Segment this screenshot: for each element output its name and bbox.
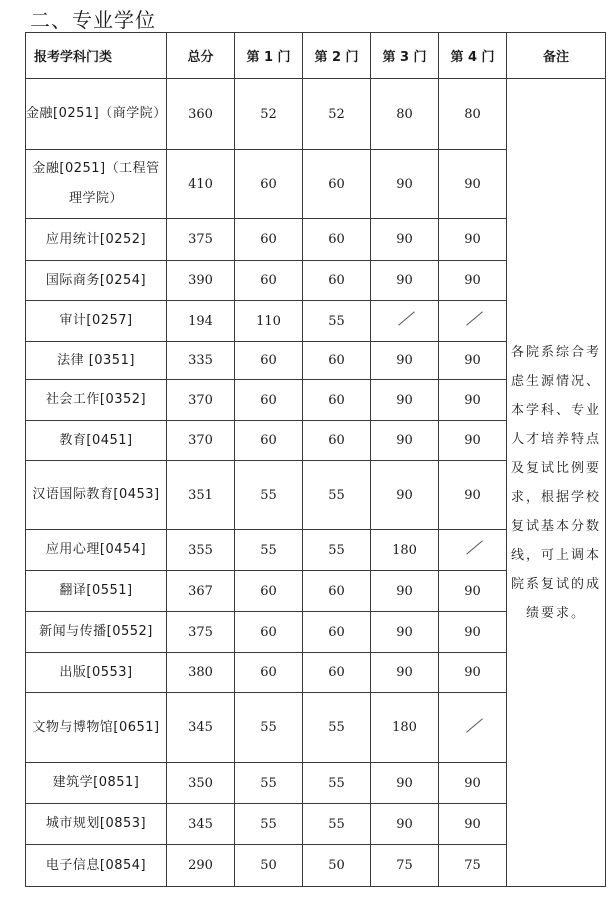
subject-score-cell: 90 [371, 421, 439, 461]
subject-cell: 国际商务[0254] [26, 261, 167, 301]
subject-score-cell: 55 [303, 763, 371, 804]
subject-score-cell: 60 [235, 612, 303, 653]
subject-score-cell: 90 [439, 261, 507, 301]
subject-score-cell: 180 [371, 530, 439, 571]
header-subject-4: 第 4 门 [439, 33, 507, 79]
total-score-cell: 345 [167, 804, 235, 845]
header-note: 备注 [507, 33, 606, 79]
subject-score-cell: 90 [439, 653, 507, 693]
subject-score-cell: 90 [439, 150, 507, 219]
total-score-cell: 375 [167, 219, 235, 261]
subject-score-cell: 60 [235, 261, 303, 301]
subject-cell: 法律 [0351] [26, 342, 167, 380]
subject-score-cell: 60 [303, 219, 371, 261]
subject-score-cell: 60 [235, 150, 303, 219]
total-score-cell: 290 [167, 845, 235, 887]
subject-score-cell [439, 530, 507, 571]
subject-score-cell: 90 [371, 380, 439, 421]
subject-cell: 教育[0451] [26, 421, 167, 461]
subject-score-cell: 60 [303, 261, 371, 301]
total-score-cell: 380 [167, 653, 235, 693]
header-subject-3: 第 3 门 [371, 33, 439, 79]
subject-score-cell: 90 [439, 763, 507, 804]
subject-score-cell: 60 [303, 571, 371, 612]
subject-score-cell: 90 [371, 804, 439, 845]
subject-score-cell: 90 [439, 612, 507, 653]
subject-score-cell: 60 [303, 421, 371, 461]
subject-cell: 金融[0251]（商学院） [26, 79, 167, 150]
subject-score-cell: 110 [235, 301, 303, 342]
subject-score-cell: 60 [303, 150, 371, 219]
remarks-cell: 各院系综合考虑生源情况、本学科、专业人才培养特点及复试比例要求，根据学校复试基本分数线，可上调本院系复试的成绩要求。 [507, 79, 606, 887]
subject-score-cell: 75 [371, 845, 439, 887]
subject-score-cell: 55 [235, 804, 303, 845]
subject-score-cell: 60 [235, 421, 303, 461]
subject-cell: 文物与博物馆[0651] [26, 693, 167, 763]
subject-score-cell [439, 301, 507, 342]
total-score-cell: 194 [167, 301, 235, 342]
subject-cell: 出版[0553] [26, 653, 167, 693]
header-subject: 报考学科门类 [26, 33, 167, 79]
not-applicable-mark [395, 311, 415, 327]
subject-score-cell: 60 [303, 380, 371, 421]
header-row [26, 33, 606, 79]
subject-score-cell: 90 [439, 380, 507, 421]
subject-score-cell: 80 [439, 79, 507, 150]
subject-cell: 应用心理[0454] [26, 530, 167, 571]
subject-score-cell: 90 [371, 571, 439, 612]
total-score-cell: 350 [167, 763, 235, 804]
subject-score-cell: 90 [439, 804, 507, 845]
subject-score-cell: 60 [303, 612, 371, 653]
subject-score-cell: 75 [439, 845, 507, 887]
subject-score-cell: 52 [303, 79, 371, 150]
header-total: 总分 [167, 33, 235, 79]
subject-cell: 汉语国际教育[0453] [26, 461, 167, 530]
subject-score-cell: 90 [371, 763, 439, 804]
subject-cell: 应用统计[0252] [26, 219, 167, 261]
subject-score-cell: 55 [235, 763, 303, 804]
not-applicable-mark [463, 311, 483, 327]
subject-score-cell [439, 693, 507, 763]
total-score-cell: 390 [167, 261, 235, 301]
total-score-cell: 410 [167, 150, 235, 219]
header-subject-2: 第 2 门 [303, 33, 371, 79]
subject-score-cell: 55 [303, 301, 371, 342]
subject-score-cell: 55 [303, 461, 371, 530]
subject-cell: 审计[0257] [26, 301, 167, 342]
header-subject-1: 第 1 门 [235, 33, 303, 79]
subject-score-cell [371, 301, 439, 342]
total-score-cell: 351 [167, 461, 235, 530]
subject-score-cell: 90 [439, 421, 507, 461]
subject-score-cell: 90 [371, 653, 439, 693]
not-applicable-mark [463, 540, 483, 556]
subject-score-cell: 90 [371, 612, 439, 653]
subject-score-cell: 55 [303, 804, 371, 845]
table-row [26, 79, 606, 150]
total-score-cell: 360 [167, 79, 235, 150]
subject-score-cell: 60 [235, 571, 303, 612]
subject-score-cell: 55 [235, 530, 303, 571]
subject-score-cell: 60 [303, 342, 371, 380]
subject-score-cell: 55 [235, 461, 303, 530]
section-title: 二、专业学位 [30, 8, 156, 32]
total-score-cell: 370 [167, 380, 235, 421]
subject-cell: 电子信息[0854] [26, 845, 167, 887]
total-score-cell: 345 [167, 693, 235, 763]
subject-score-cell: 52 [235, 79, 303, 150]
total-score-cell: 370 [167, 421, 235, 461]
total-score-cell: 375 [167, 612, 235, 653]
not-applicable-mark [463, 718, 483, 734]
total-score-cell: 367 [167, 571, 235, 612]
subject-cell: 翻译[0551] [26, 571, 167, 612]
subject-score-cell: 60 [303, 653, 371, 693]
subject-score-cell: 90 [439, 571, 507, 612]
subject-score-cell: 60 [235, 653, 303, 693]
subject-score-cell: 55 [303, 693, 371, 763]
subject-score-cell: 50 [303, 845, 371, 887]
subject-cell: 建筑学[0851] [26, 763, 167, 804]
subject-score-cell: 90 [371, 261, 439, 301]
subject-score-cell: 90 [371, 461, 439, 530]
subject-score-cell: 80 [371, 79, 439, 150]
total-score-cell: 335 [167, 342, 235, 380]
subject-score-cell: 180 [371, 693, 439, 763]
total-score-cell: 355 [167, 530, 235, 571]
subject-score-cell: 90 [439, 219, 507, 261]
score-table [25, 32, 606, 887]
subject-cell: 金融[0251]（工程管理学院） [26, 150, 167, 219]
subject-score-cell: 60 [235, 342, 303, 380]
subject-score-cell: 50 [235, 845, 303, 887]
subject-score-cell: 90 [439, 342, 507, 380]
subject-score-cell: 60 [235, 380, 303, 421]
subject-cell: 新闻与传播[0552] [26, 612, 167, 653]
subject-score-cell: 60 [235, 219, 303, 261]
subject-score-cell: 55 [303, 530, 371, 571]
subject-cell: 城市规划[0853] [26, 804, 167, 845]
subject-score-cell: 90 [371, 150, 439, 219]
subject-score-cell: 55 [235, 693, 303, 763]
subject-score-cell: 90 [371, 342, 439, 380]
subject-score-cell: 90 [371, 219, 439, 261]
subject-score-cell: 90 [439, 461, 507, 530]
subject-cell: 社会工作[0352] [26, 380, 167, 421]
